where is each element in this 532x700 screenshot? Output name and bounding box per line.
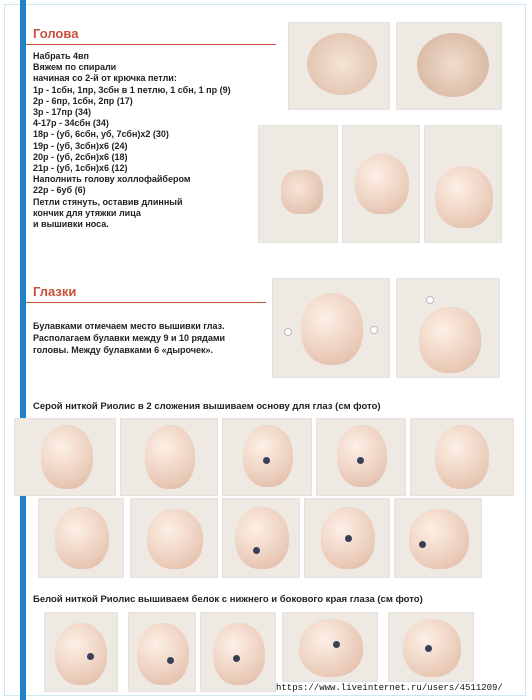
photo-eyes-pins-1	[272, 278, 390, 378]
eye-mark	[253, 547, 260, 554]
eye-mark	[425, 645, 432, 652]
photo-head-cup	[258, 125, 338, 243]
photo-step-15	[388, 612, 474, 682]
head-ball	[299, 619, 363, 677]
eye-mark	[357, 457, 364, 464]
eye-mark	[419, 541, 426, 548]
eye-mark	[167, 657, 174, 664]
head-ball	[301, 293, 363, 365]
pin	[371, 327, 377, 333]
eyes-text: Булавками отмечаем место вышивки глаз. Располагаем булавки между 9 и 10 рядами головы. Между булавками 6 «дырочек».	[33, 321, 226, 355]
head-ball	[41, 425, 93, 489]
crochet-circle	[417, 33, 489, 97]
eye-mark	[233, 655, 240, 662]
crochet-circle	[307, 33, 377, 95]
head-ball	[403, 619, 461, 677]
head-ball	[337, 425, 387, 487]
head-ball	[213, 623, 265, 685]
photo-head-tightened	[424, 125, 502, 243]
photo-step-3	[222, 418, 312, 496]
caption-white-thread: Белой ниткой Риолис вышиваем белок с нижнего и бокового края глаза (см фото)	[33, 594, 423, 605]
head-ball	[55, 507, 109, 569]
head-ball	[355, 154, 409, 214]
photo-eyes-pins-2	[396, 278, 500, 378]
head-ball	[243, 425, 293, 487]
pin	[285, 329, 291, 335]
head-ball	[435, 166, 493, 228]
head-ball	[235, 507, 289, 569]
crochet-cup	[281, 170, 323, 214]
head-section-title: Голова	[33, 26, 79, 41]
eye-mark	[263, 457, 270, 464]
photo-step-9	[304, 498, 390, 578]
head-ball	[409, 509, 469, 569]
head-ball	[137, 623, 189, 685]
photo-step-6	[38, 498, 124, 578]
head-ball	[419, 307, 481, 373]
photo-head-stuffed	[342, 125, 420, 243]
photo-step-1	[14, 418, 116, 496]
caption-gray-thread: Серой ниткой Риолис в 2 сложения вышиваем основу для глаз (см фото)	[33, 401, 381, 412]
photo-step-5	[410, 418, 514, 496]
photo-head-circle-back	[396, 22, 502, 110]
head-ball	[435, 425, 489, 489]
eyes-section-title: Глазки	[33, 284, 77, 299]
head-recipe-text: Набрать 4вп Вяжем по спирали начиная со 2-й от крючка петли: 1р - 1сбн, 1пр, 3сбн в 1 петлю, 1 сбн, 1 пр (9) 2р - 6пр, 1сбн, 2пр (17) 3р - 17пр (34) 4-17р - 34сбн (34) 18р - (уб, 6сбн, уб, 7сбн)х2 (30) 19р - (уб, 3сбн)х6 (24) 20р - (уб, 2сбн)х6 (18) 21р - (уб, 1сбн)х6 (12) Наполнить голову холлофайбером 22р - 6уб (6) Петли стянуть, оставив длинный кончик для утяжки лица и вышивки носа.	[33, 51, 231, 230]
photo-step-10	[394, 498, 482, 578]
photo-step-14	[282, 612, 378, 682]
photo-step-11	[44, 612, 118, 692]
eyes-title-rule	[26, 302, 266, 303]
head-ball	[55, 623, 107, 685]
photo-step-7	[130, 498, 218, 578]
photo-step-2	[120, 418, 218, 496]
eye-mark	[87, 653, 94, 660]
photo-step-8	[222, 498, 300, 578]
watermark-url: https://www.liveinternet.ru/users/4511209/	[276, 683, 503, 693]
pin	[427, 297, 433, 303]
head-ball	[147, 509, 203, 569]
eye-mark	[345, 535, 352, 542]
eye-mark	[333, 641, 340, 648]
photo-head-circle-front	[288, 22, 390, 110]
head-title-rule	[26, 44, 276, 45]
side-bar	[20, 0, 26, 700]
photo-step-12	[128, 612, 196, 692]
photo-step-4	[316, 418, 406, 496]
photo-step-13	[200, 612, 276, 692]
head-ball	[145, 425, 195, 489]
